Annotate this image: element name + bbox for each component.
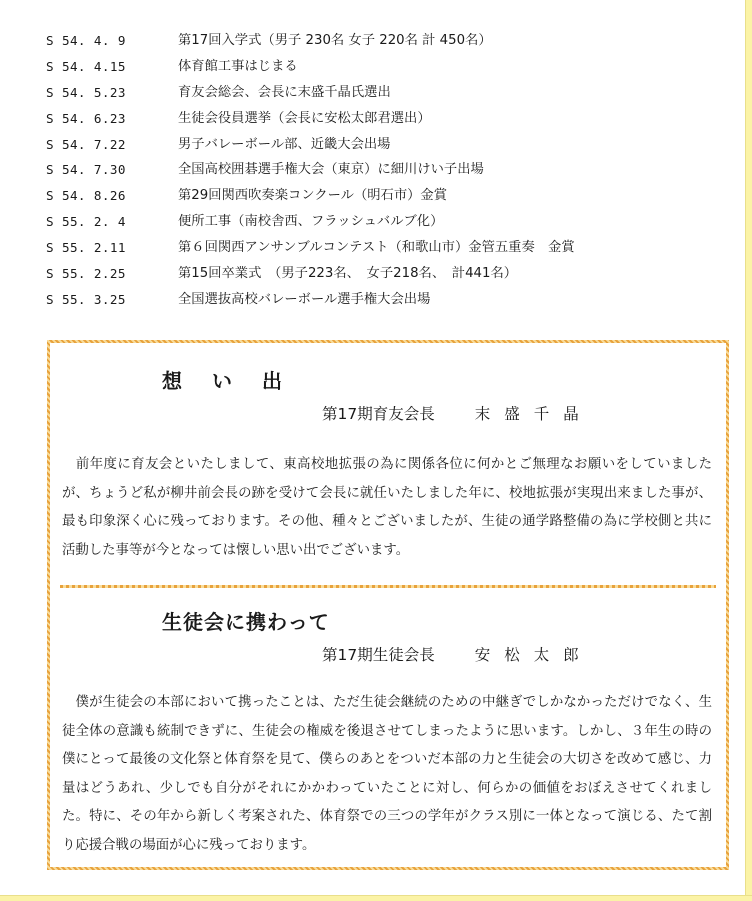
timeline-event: 生徒会役員選挙（会長に安松太郎君選出） [178, 110, 431, 126]
timeline-date: S 55. 2. 4 [46, 214, 126, 230]
event-timeline [46, 28, 706, 313]
timeline-event: 全国高校囲碁選手権大会（東京）に細川けい子出場 [178, 162, 484, 178]
author-role: 第17期生徒会長 [322, 646, 435, 664]
timeline-entry [46, 80, 706, 106]
timeline-entry [46, 287, 706, 313]
timeline-event: 便所工事（南校舎西、フラッシュバルブ化） [178, 214, 444, 230]
timeline-entry [46, 235, 706, 261]
memoir-author [322, 402, 593, 424]
page-edge-right [745, 0, 752, 901]
timeline-event: 育友会総会、会長に末盛千晶氏選出 [178, 84, 391, 100]
memoir-box [47, 340, 729, 870]
timeline-date: S 55. 2.25 [46, 266, 126, 282]
timeline-date: S 54. 8.26 [46, 188, 126, 204]
timeline-date: S 54. 5.23 [46, 84, 126, 100]
timeline-entry [46, 106, 706, 132]
memoir-section [50, 591, 726, 871]
memoir-body: 僕が生徒会の本部において携ったことは、ただ生徒会継続のための中継ぎでしかなかっただけでなく、生徒全体の意識も統制できずに、生徒会の権威を後退させてしまったように思います。しかし、３年生の時の僕にとって最後の文化祭と体育祭を見て、僕らのあとをついだ本部の力と生徒会の大切さを改めて感じ、力量はどうあれ、少しでも自分がそれにかかわっていたことに対し、何らかの価値をおぼえさせてくれました。特に、その年から新しく考案された、体育祭での三つの学年がクラス別に一体となって演じる、たて割り応援合戦の場面が心に残っております。 [62, 695, 712, 853]
timeline-date: S 55. 3.25 [46, 291, 126, 307]
author-name: 安松太郎 [474, 646, 593, 664]
timeline-entry [46, 209, 706, 235]
author-name: 末盛千晶 [474, 405, 593, 423]
timeline-event: 第29回関西吹奏楽コンクール（明石市）金賞 [178, 188, 448, 204]
memoir-section [50, 343, 726, 588]
timeline-entry [46, 183, 706, 209]
timeline-event: 第６回関西アンサンブルコンテスト（和歌山市）金管五重奏 金賞 [178, 240, 575, 256]
memoir-title: 想い出 [162, 369, 312, 393]
timeline-date: S 54. 4. 9 [46, 33, 126, 48]
timeline-entry [46, 261, 706, 287]
timeline-entry [46, 28, 706, 54]
timeline-date: S 55. 2.11 [46, 240, 126, 256]
timeline-event: 全国選抜高校バレーボール選手権大会出場 [178, 291, 431, 307]
timeline-date: S 54. 4.15 [46, 58, 126, 74]
timeline-entry [46, 132, 706, 158]
timeline-event: 第17回入学式（男子 230名 女子 220名 計 450名） [178, 33, 492, 48]
timeline-event: 第15回卒業式 （男子223名、 女子218名、 計441名） [178, 266, 518, 282]
memoir-body: 前年度に育友会といたしまして、東高校地拡張の為に関係各位に何かとご無理なお願いをしていましたが、ちょうど私が柳井前会長の跡を受けて会長に就任いたしました年に、校地拡張が実現出来ました事が、最も印象深く心に残っております。その他、種々とございましたが、生徒の通学路整備の為に学校側と共に活動した事等が今となっては懐しい思い出でございます。 [62, 457, 712, 558]
timeline-event: 体育館工事はじまる [178, 58, 298, 74]
memoir-author [322, 643, 593, 665]
timeline-date: S 54. 7.30 [46, 162, 126, 178]
timeline-date: S 54. 7.22 [46, 136, 126, 152]
timeline-date: S 54. 6.23 [46, 110, 126, 126]
memoir-title: 生徒会に携わって [162, 610, 330, 634]
timeline-event: 男子バレーボール部、近畿大会出場 [178, 136, 391, 152]
timeline-entry [46, 54, 706, 80]
author-role: 第17期育友会長 [322, 405, 435, 423]
section-divider [60, 585, 716, 588]
timeline-entry [46, 157, 706, 183]
page-edge-bottom [0, 895, 752, 901]
